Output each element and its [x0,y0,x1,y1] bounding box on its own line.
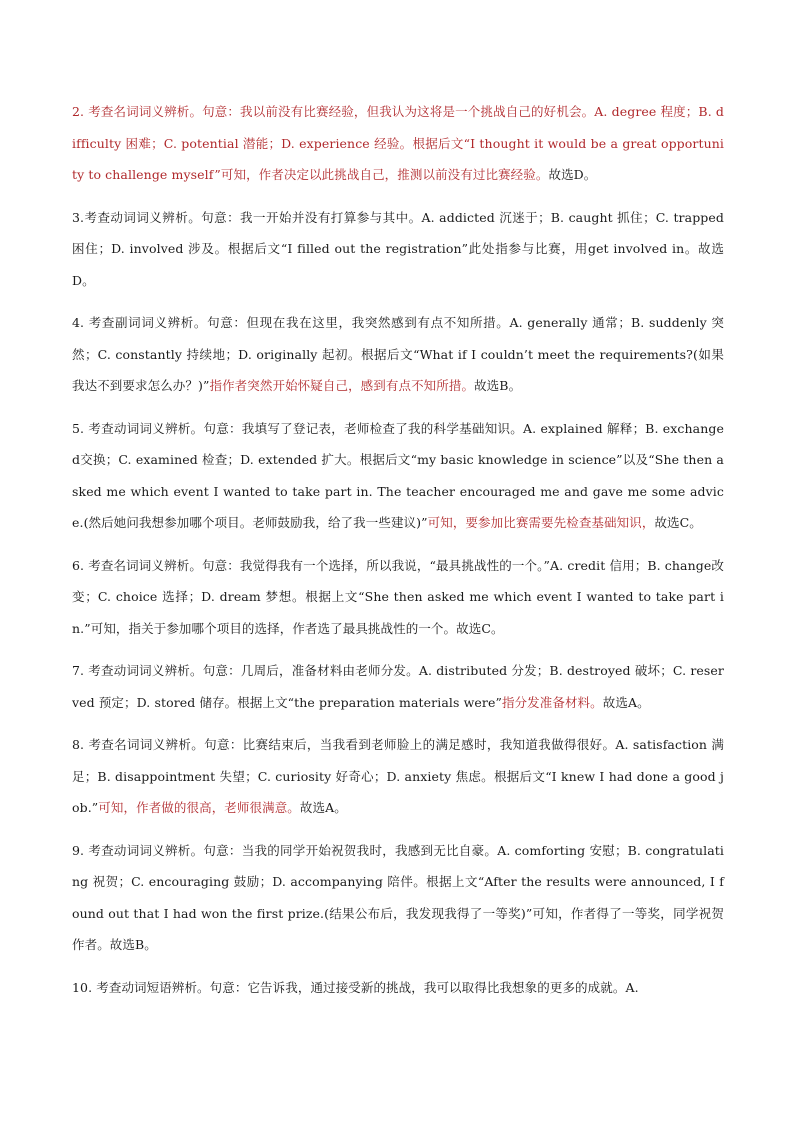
explanation-paragraph [72,655,724,718]
explanation-paragraph [72,972,724,1004]
paragraph-text: 3.考查动词词义辨析。句意：我一开始并没有打算参与其中。A. addicted 沉迷于；B. caught 抓住；C. trapped 困住；D. involved 涉及。根据后文“I filled out the registration”此处指参与比赛，用get involved in。故选D。 [72,209,724,288]
paragraph-text: 5. 考查动词词义辨析。句意：我填写了登记表，老师检查了我的科学基础知识。A. explained 解释；B. exchanged交换；C. examined 检查；D. extended 扩大。根据后文“my basic knowledge in science”以及“She then asked me which event I wanted to take part in. The teacher encouraged me and gave me some advice.(然后她问我想参加哪个项目。老师鼓励我，给了我一些建议)” [72,420,724,530]
highlighted-text: 可知，作者做的很高，老师很满意。 [98,800,300,815]
paragraph-text: 10. 考查动词短语辨析。句意：它告诉我，通过接受新的挑战，我可以取得比我想象的更多的成就。A. [72,979,639,995]
explanation-paragraph [72,413,724,539]
paragraph-text: 4. 考查副词词义辨析。句意：但现在我在这里，我突然感到有点不知所措。A. generally 通常；B. suddenly 突然；C. constantly 持续地；D. originally 起初。根据后文“What if I couldn’t meet the requirements?(如果我达不到要求怎么办？)” [72,315,724,393]
explanation-paragraph [72,202,724,297]
paragraph-text: 6. 考查名词词义辨析。句意：我觉得我有一个选择，所以我说，“最具挑战性的一个。”A. credit 信用；B. change改变；C. choice 选择；D. dream 梦想。根据上文“She then asked me which event I wanted to take part in.”可知，指关于参加哪个项目的选择，作者选了最具挑战性的一个。故选C。 [72,557,724,636]
highlighted-text: 2. 考查名词词义辨析。句意：我以前没有比赛经验，但我认为这将是一个挑战自己的好机会。A. degree 程度；B. difficulty 困难；C. potential 潜能；D. experience 经验。根据后文“I thought it would be a great opportunity to challenge myself” [72,104,724,182]
highlighted-text: 可知，作者决定以此挑战自己，推测以前没有过比赛经验。 [220,167,549,182]
paragraph-text: 8. 考查名词词义辨析。句意：比赛结束后，当我看到老师脸上的满足感时，我知道我做得很好。A. satisfaction 满足；B. disappointment 失望；C. curiosity 好奇心；D. anxiety 焦虑。根据后文“I knew I had done a good job.” [72,737,724,815]
explanation-paragraph [72,729,724,824]
highlighted-text: 可知，要参加比赛需要先检查基础知识， [427,515,655,530]
explanation-paragraph [72,550,724,645]
paragraph-text: 故选D。 [548,167,597,182]
highlighted-text: 指作者突然开始怀疑自己，感到有点不知所措。 [209,378,475,393]
paragraph-text: 故选A。 [602,694,650,710]
explanation-paragraph [72,96,724,191]
paragraph-text: 故选A。 [299,800,347,815]
explanation-paragraph [72,835,724,961]
paragraph-text: 7. 考查动词词义辨析。句意：几周后，准备材料由老师分发。A. distributed 分发；B. destroyed 破坏；C. reserved 预定；D. stored 储存。根据上文“the preparation materials were” [72,663,724,710]
highlighted-text: 指分发准备材料。 [501,694,603,710]
paragraph-text: 9. 考查动词词义辨析。句意：当我的同学开始祝贺我时，我感到无比自豪。A. comforting 安慰；B. congratulating 祝贺；C. encouraging 鼓励；D. accompanying 陪伴。根据上文“After the results were announced, I found out that I had won the first prize.(结果公布后，我发现我得了一等奖)”可知，作者得了一等奖，同学祝贺作者。故选B。 [72,842,724,952]
explanation-paragraph [72,307,724,402]
paragraph-text: 故选B。 [474,378,522,393]
paragraph-text: 故选C。 [654,515,702,530]
document-page [72,96,724,1014]
